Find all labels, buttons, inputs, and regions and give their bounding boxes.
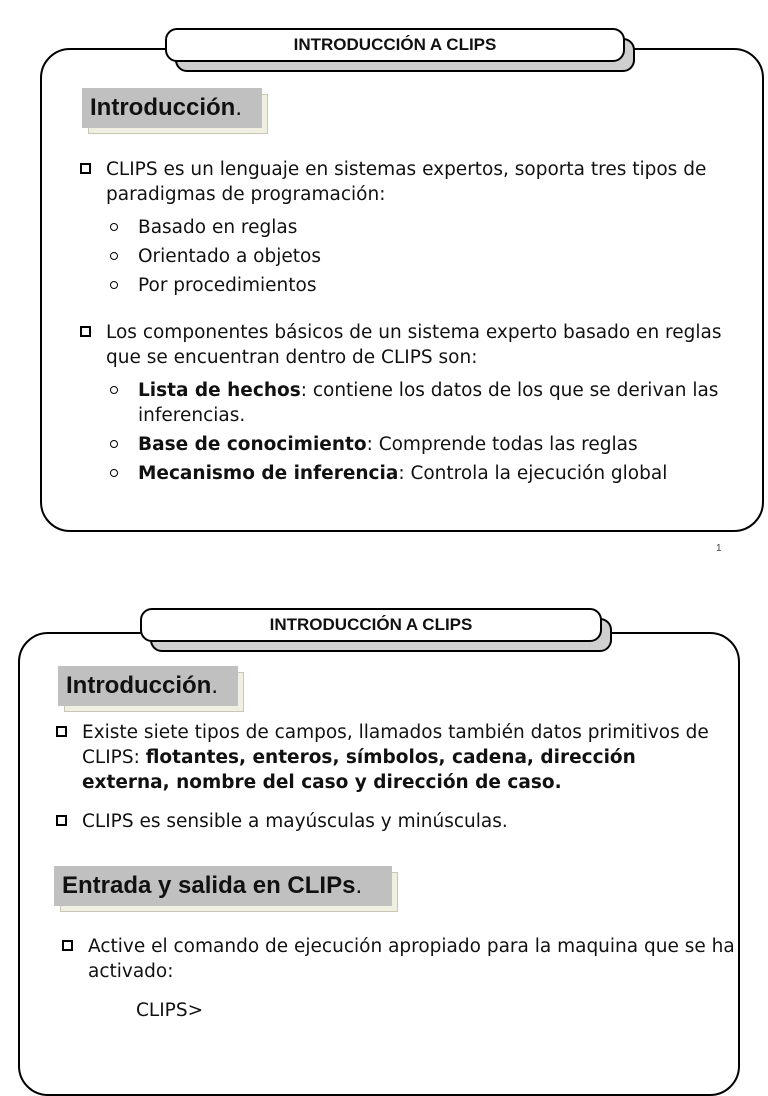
bullet-item: Existe siete tipos de campos, llamados también datos primitivos de CLIPS: flotantes, enteros, símbolos, cadena, dirección externa, nombre del caso y dirección de caso. bbox=[56, 720, 736, 795]
circle-bullet-icon bbox=[110, 440, 118, 448]
sub-item: Base de conocimiento: Comprende todas las reglas bbox=[80, 432, 748, 457]
sub-item: Basado en reglas bbox=[80, 215, 748, 240]
circle-bullet-icon bbox=[110, 469, 118, 477]
section-heading bbox=[58, 666, 238, 706]
slide-title: INTRODUCCIÓN A CLIPS bbox=[140, 608, 602, 642]
heading-text: Entrada y salida en CLIPs bbox=[62, 872, 356, 899]
heading-dot: . bbox=[235, 94, 242, 121]
slide-body bbox=[56, 720, 736, 834]
slide-2 bbox=[0, 580, 768, 1024]
clips-prompt: CLIPS> bbox=[136, 1000, 204, 1021]
section-heading bbox=[82, 88, 262, 128]
sub-item: Mecanismo de inferencia: Controla la ejecución global bbox=[80, 461, 748, 486]
slide-header-tab bbox=[165, 28, 625, 68]
slide-body-2 bbox=[62, 934, 736, 1023]
bullet-item: CLIPS es sensible a mayúsculas y minúsculas. bbox=[56, 809, 736, 834]
checkbox-bullet-icon bbox=[80, 326, 91, 337]
checkbox-bullet-icon bbox=[56, 815, 67, 826]
heading-dot: . bbox=[211, 672, 218, 699]
circle-bullet-icon bbox=[110, 252, 118, 260]
section-heading-2 bbox=[54, 866, 392, 906]
sub-item: Lista de hechos: contiene los datos de los que se derivan las inferencias. bbox=[80, 378, 748, 428]
bullet-item: CLIPS es un lenguaje en sistemas expertos, soporta tres tipos de paradigmas de programación: bbox=[80, 157, 748, 207]
heading-text: Introducción bbox=[90, 94, 236, 121]
slide-title: INTRODUCCIÓN A CLIPS bbox=[165, 28, 625, 62]
heading-dot: . bbox=[355, 872, 363, 899]
checkbox-bullet-icon bbox=[62, 940, 73, 951]
sub-item: Orientado a objetos bbox=[80, 244, 748, 269]
bullet-item: Active el comando de ejecución apropiado para la maquina que se ha activado: bbox=[62, 934, 736, 984]
circle-bullet-icon bbox=[110, 223, 118, 231]
heading-text: Introducción bbox=[66, 672, 212, 699]
circle-bullet-icon bbox=[110, 281, 118, 289]
checkbox-bullet-icon bbox=[56, 726, 67, 737]
slide-body bbox=[80, 157, 748, 486]
circle-bullet-icon bbox=[110, 386, 118, 394]
bullet-item: Los componentes básicos de un sistema experto basado en reglas que se encuentran dentro de CLIPS son: bbox=[80, 320, 748, 370]
page-number: 1 bbox=[716, 543, 722, 554]
sub-item: Por procedimientos bbox=[80, 273, 748, 298]
slide-header-tab bbox=[140, 608, 602, 648]
checkbox-bullet-icon bbox=[80, 163, 91, 174]
